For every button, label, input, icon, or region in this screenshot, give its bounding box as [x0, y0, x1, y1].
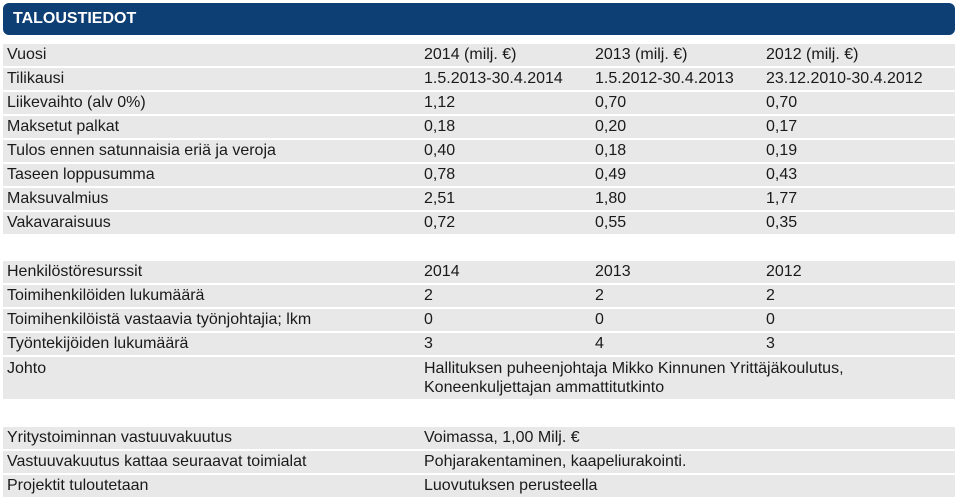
hr-header-row [3, 261, 955, 283]
finance-header-2014: 2014 (milj. €) [424, 46, 517, 63]
row-label: Liikevaihto (alv 0%) [7, 94, 146, 111]
row-label: Tulos ennen satunnaisia eriä ja veroja [7, 142, 276, 159]
finance-row-palkat [3, 116, 955, 138]
hr-row-toimihenkilot [3, 285, 955, 307]
row-label: Maksetut palkat [7, 118, 120, 135]
value-2013: 4 [595, 335, 604, 352]
finance-header-2012: 2012 (milj. €) [766, 46, 859, 63]
value-2012: 0,17 [766, 118, 798, 135]
value-2013: 0,49 [595, 166, 627, 183]
row-label: Maksuvalmius [7, 190, 109, 207]
hr-header-2012: 2012 [766, 263, 802, 280]
value-2014: 1.5.2013-30.4.2014 [424, 70, 563, 87]
hr-row-tyontekijat [3, 333, 955, 355]
row-label: Vastuuvakuutus kattaa seuraavat toimialat [7, 453, 307, 470]
value-2013: 0,18 [595, 142, 627, 159]
row-label: Tilikausi [7, 70, 65, 87]
finance-header-label: Vuosi [7, 46, 47, 63]
row-value: Voimassa, 1,00 Milj. € [424, 429, 580, 446]
hr-row-johto [3, 357, 955, 399]
row-label: Johto [7, 360, 47, 377]
value-2014: 0,72 [424, 214, 456, 231]
section-title-bar [3, 3, 955, 35]
value-2014: 0,18 [424, 118, 456, 135]
insurance-row-projektit [3, 475, 955, 497]
finance-row-liikevaihto [3, 92, 955, 114]
section-title: TALOUSTIEDOT [13, 10, 137, 27]
value-2013: 2 [595, 287, 604, 304]
row-value: Luovutuksen perusteella [424, 477, 598, 494]
finance-row-maksuvalmius [3, 188, 955, 210]
value-2012: 23.12.2010-30.4.2012 [766, 70, 923, 87]
value-2012: 0 [766, 311, 775, 328]
finance-row-tase [3, 164, 955, 186]
value-2012: 0,19 [766, 142, 798, 159]
value-2012: 0,43 [766, 166, 798, 183]
finance-row-tulos [3, 140, 955, 162]
value-2013: 0,20 [595, 118, 627, 135]
management-value: Hallituksen puheenjohtaja Mikko Kinnunen Yrittäjäkoulutus, Koneenkuljettajan ammattitutkinto [424, 360, 844, 396]
value-2012: 0,35 [766, 214, 798, 231]
value-2014: 0,40 [424, 142, 456, 159]
hr-header-label: Henkilöstöresurssit [7, 263, 143, 280]
value-2013: 1.5.2012-30.4.2013 [595, 70, 734, 87]
row-label: Projektit tuloutetaan [7, 477, 149, 494]
row-label: Työntekijöiden lukumäärä [7, 335, 189, 352]
value-2012: 1,77 [766, 190, 798, 207]
value-2014: 3 [424, 335, 433, 352]
finance-header-2013: 2013 (milj. €) [595, 46, 688, 63]
value-2014: 0 [424, 311, 433, 328]
row-label: Toimihenkilöiden lukumäärä [7, 287, 205, 304]
value-2013: 1,80 [595, 190, 627, 207]
value-2013: 0,70 [595, 94, 627, 111]
finance-row-vakavaraisuus [3, 212, 955, 234]
value-2013: 0 [595, 311, 604, 328]
value-2013: 0,55 [595, 214, 627, 231]
value-2012: 3 [766, 335, 775, 352]
finance-header-row [3, 44, 955, 66]
value-2012: 2 [766, 287, 775, 304]
row-label: Vakavaraisuus [7, 214, 111, 231]
insurance-row-toimialat [3, 451, 955, 473]
value-2014: 0,78 [424, 166, 456, 183]
value-2014: 2 [424, 287, 433, 304]
value-2014: 2,51 [424, 190, 456, 207]
value-2012: 0,70 [766, 94, 798, 111]
value-2014: 1,12 [424, 94, 456, 111]
hr-header-2014: 2014 [424, 263, 460, 280]
hr-row-tyonjohtajat [3, 309, 955, 331]
hr-header-2013: 2013 [595, 263, 631, 280]
finance-row-tilikausi [3, 68, 955, 90]
row-label: Toimihenkilöistä vastaavia työnjohtajia; lkm [7, 311, 312, 328]
row-label: Taseen loppusumma [7, 166, 155, 183]
insurance-row-vastuuvakuutus [3, 427, 955, 449]
row-value: Pohjarakentaminen, kaapeliurakointi. [424, 453, 687, 470]
row-label: Yritystoiminnan vastuuvakuutus [7, 429, 232, 446]
